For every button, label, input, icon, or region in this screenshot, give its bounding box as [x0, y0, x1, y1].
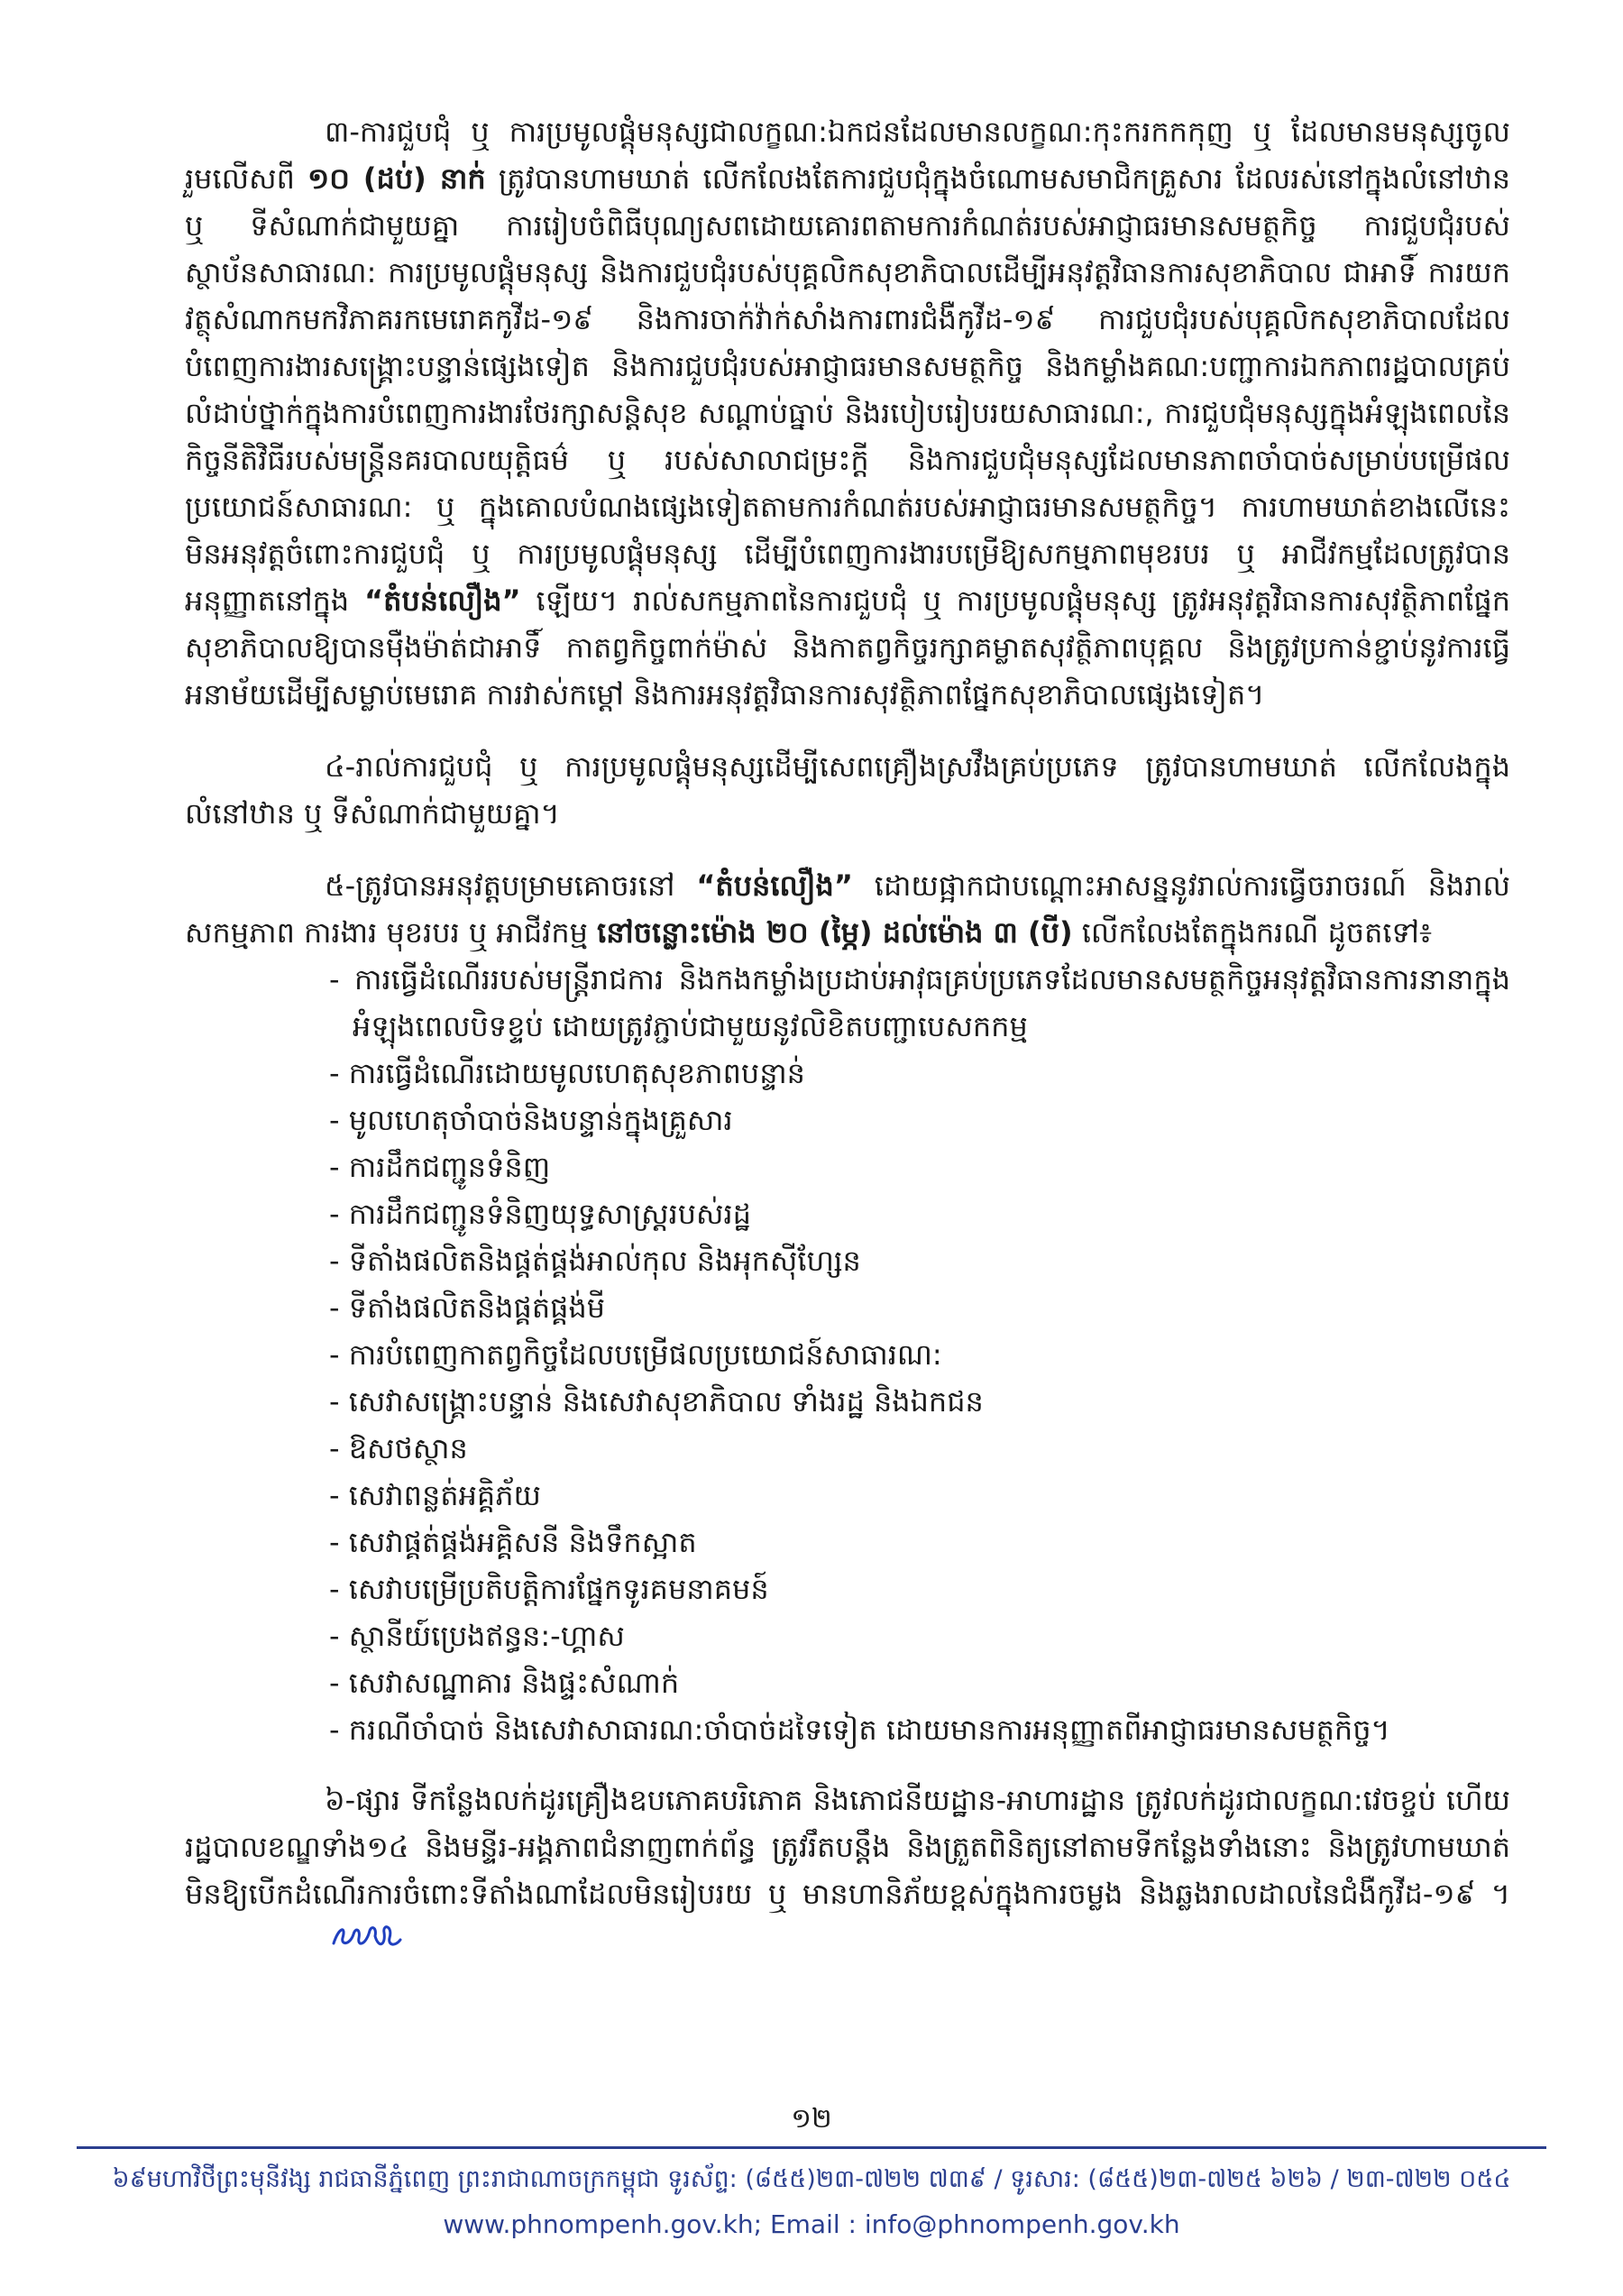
list-item: - ការបំពេញកាតព្វកិច្ចដែលបម្រើផលប្រយោជន៍សាធារណ: [329, 1337, 942, 1372]
list-item: - ការដឹកជញ្ជូនទំនិញ [329, 1150, 551, 1184]
list-item: - ការធ្វើដំណើរដោយមូលហេតុសុខភាពបន្ទាន់ [329, 1056, 805, 1090]
footer-divider [77, 2146, 1546, 2149]
para-5-text-b: ដោយផ្អាកជាបណ្តោះអាសន្ននូវរាល់ការធ្វើចរាចរណ៍ និងរាល់សកម្មភាព ការងារ មុខរបរ ឬ អាជីវកម្ម [185, 868, 1510, 950]
page-number: ១២ [791, 2103, 832, 2135]
list-item: - ទីតាំងផលិតនិងផ្គត់ផ្គង់មី [329, 1290, 606, 1325]
list-item: - ឱសថស្ថាន [329, 1431, 468, 1465]
exceptions-list [185, 956, 1510, 1753]
list-item: - ករណីចាំបាច់ និងសេវាសាធារណ:ចាំបាច់ដទៃទៀត ដោយមានការអនុញ្ញាតពីអាជ្ញាធរមានសមត្ថកិច្ច។ [329, 1713, 1390, 1747]
list-item: - មូលហេតុចាំបាច់និងបន្ទាន់ក្នុងគ្រួសារ [329, 1103, 733, 1137]
footer-contact: www.phnompenh.gov.kh; Email : info@phnompenh.gov.kh [443, 2209, 1180, 2239]
list-item: - ការធ្វើដំណើររបស់មន្ត្រីរាជការ និងកងកម្លាំងប្រដាប់អាវុធគ្រប់ប្រភេទដែលមានសមត្ថកិច្ចអនុវត្តវិធានការនានាក្នុងអំឡុងពេលបិទខ្ទប់ ដោយត្រូវភ្ជាប់ជាមួយនូវលិខិតបញ្ជាបេសកកម្ម [329, 962, 1510, 1043]
para-5-text-a: ៥-ត្រូវបានអនុវត្តបម្រាមគោចរនៅ [325, 868, 697, 903]
list-item: - សេវាសង្គ្រោះបន្ទាន់ និងសេវាសុខាភិបាល ទាំងរដ្ឋ និងឯកជន [329, 1384, 984, 1419]
list-item: - សេវាសណ្ឋាគារ និងផ្ទះសំណាក់ [329, 1666, 680, 1700]
signature-initials [190, 1918, 402, 1968]
para-5-text-c: លើកលែងតែក្នុងករណី ដូចតទៅ៖ [1072, 915, 1433, 950]
para-5-bold-time: នៅចន្លោះម៉ោង ២០ (ម្ភៃ) ដល់ម៉ោង ៣ (បី) [597, 915, 1073, 950]
paragraph-4: ៤-រាល់ការជួបជុំ ឬ ការប្រមូលផ្តុំមនុស្សដើម្បីសេពគ្រឿងស្រវឹងគ្រប់ប្រភេទ ត្រូវបានហាមឃាត់ លើកលែងក្នុងលំនៅឋាន ឬ ទីសំណាក់ជាមួយគ្នា។ [185, 749, 1510, 831]
list-item: - សេវាផ្គត់ផ្គង់អគ្គិសនី និងទឹកស្អាត [329, 1525, 697, 1559]
list-item: - ការដឹកជញ្ជូនទំនិញយុទ្ធសាស្ត្ររបស់រដ្ឋ [329, 1197, 751, 1231]
document-body [185, 108, 1510, 1993]
para-3-text-a: ៣-ការជួបជុំ ឬ ការប្រមូលផ្តុំមនុស្សជាលក្ខណ:ឯកជនដែលមានលក្ខណ:កុះករកកកុញ ឬ ដែលមានមនុស្សចូលរួមលើសពី [185, 115, 1510, 196]
list-item: - ទីតាំងផលិតនិងផ្គត់ផ្គង់អាល់កុល និងអុកស៊ីហ្សែន [329, 1244, 861, 1278]
para-3-text-b: ត្រូវបានហាមឃាត់ លើកលែងតែការជួបជុំក្នុងចំណោមសមាជិកគ្រួសារ ដែលរស់នៅក្នុងលំនៅឋាន ឬ ទីសំណាក់ជាមួយគ្នា ការរៀបចំពិធីបុណ្យសពដោយគោរពតាមការកំណត់របស់អាជ្ញាធរមានសមត្ថកិច្ច ការជួបជុំរបស់ស្ថាប័នសាធារណ: ការប្រមូលផ្តុំមនុស្ស និងការជួបជុំរបស់បុគ្គលិកសុខាភិបាលដើម្បីអនុវត្តវិធានការសុខាភិបាល ជាអាទិ៍ ការយកវត្ថុសំណាកមកវិភាគរកមេរោគកូវីដ-១៩ និងការចាក់វ៉ាក់សាំងការពារជំងឺកូវីដ-១៩ ការជួបជុំរបស់បុគ្គលិកសុខាភិបាលដែលបំពេញការងារសង្គ្រោះបន្ទាន់ផ្សេងទៀត និងការជួបជុំរបស់អាជ្ញាធរមានសមត្ថកិច្ច និងកម្លាំងគណ:បញ្ជាការឯកភាពរដ្ឋបាលគ្រប់លំដាប់ថ្នាក់ក្នុងការបំពេញការងារថែរក្សាសន្តិសុខ សណ្តាប់ធ្នាប់ និងរបៀបរៀបរយសាធារណ:, ការជួបជុំមនុស្សក្នុងអំឡុងពេលនៃកិច្ចនីតិវិធីរបស់មន្ត្រីនគរបាលយុត្តិធម៌ ឬ របស់សាលាជម្រះក្តី និងការជួបជុំមនុស្សដែលមានភាពចាំបាច់សម្រាប់បម្រើផលប្រយោជន៍សាធារណ: ឬ ក្នុងគោលបំណងផ្សេងទៀតតាមការកំណត់របស់អាជ្ញាធរមានសមត្ថកិច្ច។ ការហាមឃាត់ខាងលើនេះ មិនអនុវត្តចំពោះការជួបជុំ ឬ ការប្រមូលផ្តុំមនុស្ស ដើម្បីបំពេញការងារបម្រើឱ្យសកម្មភាពមុខរបរ ឬ អាជីវកម្មដែលត្រូវបានអនុញ្ញាតនៅក្នុង [185, 161, 1511, 618]
para-6-text: ៦-ផ្សារ ទីកន្លែងលក់ដូរគ្រឿងឧបភោគបរិភោគ និងភោជនីយដ្ឋាន-អាហារដ្ឋាន ត្រូវលក់ដូរជាលក្ខណ:វេចខ្ចប់ ហើយរដ្ឋបាលខណ្ឌទាំង១៤ និងមន្ទីរ-អង្គភាពជំនាញពាក់ព័ន្ធ ត្រូវរឹតបន្តឹង និងត្រួតពិនិត្យនៅតាមទីកន្លែងទាំងនោះ និងត្រូវហាមឃាត់មិនឱ្យបើកដំណើរការចំពោះទីតាំងណាដែលមិនរៀបរយ ឬ មានហានិភ័យខ្ពស់ក្នុងការចម្លង និងឆ្លងរាលដាលនៃជំងឺកូវីដ-១៩ ។ [185, 1783, 1510, 1911]
paragraph-6 [185, 1777, 1510, 1968]
para-3-text-c: ឡើយ។ រាល់សកម្មភាពនៃការជួបជុំ ឬ ការប្រមូលផ្តុំមនុស្ស ត្រូវអនុវត្តវិធានការសុវត្ថិភាពផ្នែកសុខាភិបាលឱ្យបានម៉ឺងម៉ាត់ជាអាទិ៍ កាតព្វកិច្ចពាក់ម៉ាស់ និងកាតព្វកិច្ចរក្សាគម្លាតសុវត្ថិភាពបុគ្គល និងត្រូវប្រកាន់ខ្ជាប់នូវការធ្វើអនាម័យដើម្បីសម្លាប់មេរោគ ការវាស់កម្តៅ និងការអនុវត្តវិធានការសុវត្ថិភាពផ្នែកសុខាភិបាលផ្សេងទៀត។ [185, 583, 1511, 712]
list-item: - ស្ថានីយ៍ប្រេងឥន្ធន:-ហ្គាស [329, 1619, 625, 1653]
paragraph-3 [185, 108, 1510, 718]
list-item: - សេវាពន្លត់អគ្គិភ័យ [329, 1478, 541, 1512]
para-3-bold-zone: “តំបន់លឿង” [364, 583, 521, 618]
list-item: - សេវាបម្រើប្រតិបត្តិការផ្នែកទូរគមនាគមន៍ [329, 1572, 769, 1606]
paragraph-5 [185, 862, 1510, 956]
para-3-bold-count: ១០ (ដប់) នាក់ [307, 161, 486, 196]
para-5-bold-zone: “តំបន់លឿង” [696, 868, 853, 903]
footer-address: ៦៩មហាវិថីព្រះមុនីវង្ស រាជធានីភ្នំពេញ ព្រះរាជាណាចក្រកម្ពុជា ទូរស័ព្ទ: (៨៥៥)២៣-៧២២ ៧៣៩ / ទូរសារ: (៨៥៥)២៣-៧២៥ ៦២៦ / ២៣-៧២២ ០៥៤ [112, 2165, 1511, 2193]
